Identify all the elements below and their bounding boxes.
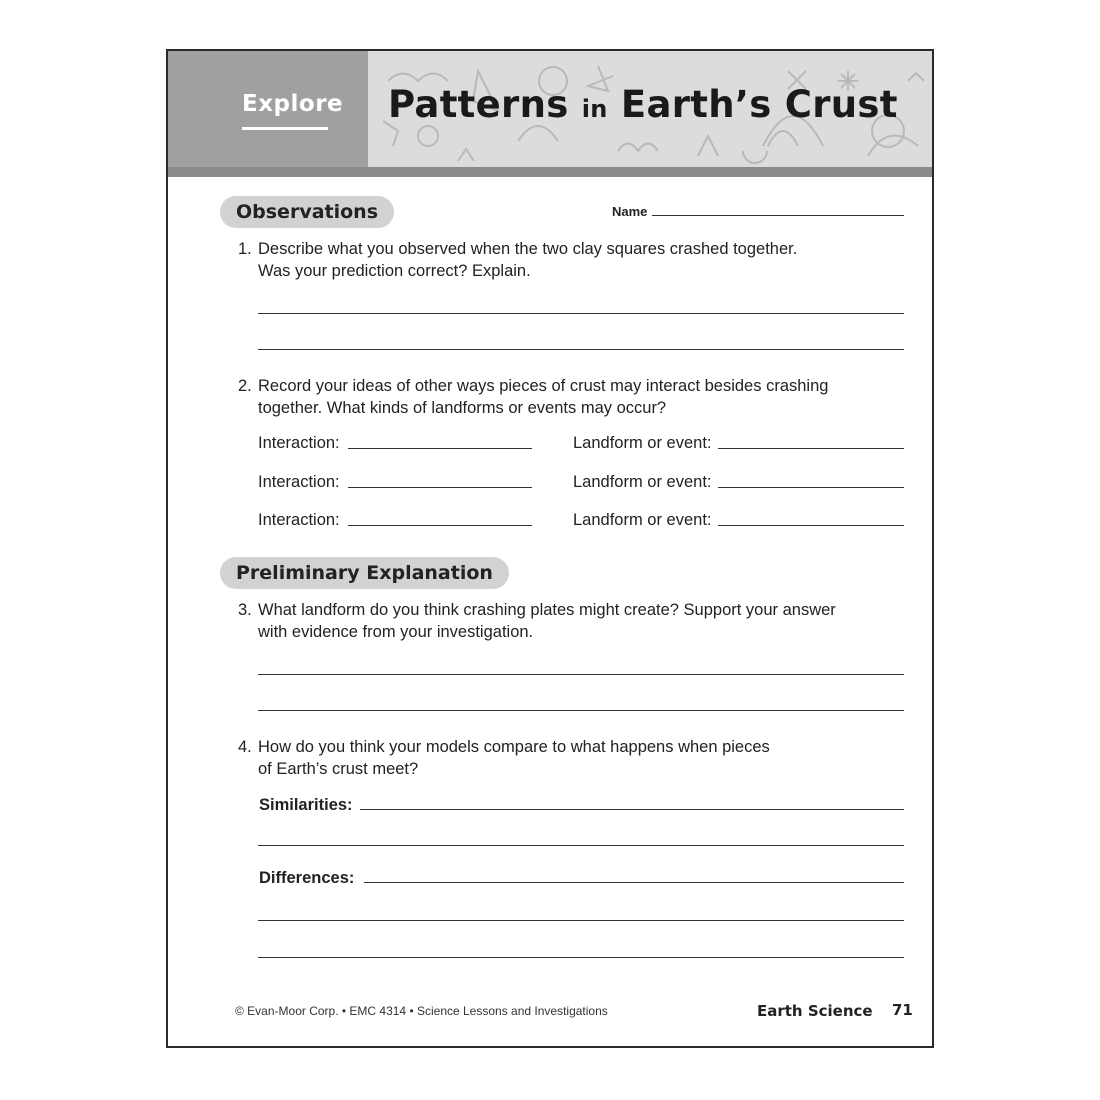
footer-subject: Earth Science [757, 1002, 873, 1020]
explore-label: Explore [242, 91, 344, 117]
landform-label-1: Landform or event: [573, 434, 712, 452]
name-line[interactable] [652, 215, 904, 216]
observations-heading: Observations [220, 196, 394, 228]
interaction-line-1[interactable] [348, 448, 532, 449]
similarities-line-1[interactable] [360, 809, 904, 810]
interaction-line-3[interactable] [348, 525, 532, 526]
interaction-label-2: Interaction: [258, 473, 340, 491]
interaction-line-2[interactable] [348, 487, 532, 488]
differences-label: Differences: [259, 869, 355, 887]
differences-line-1[interactable] [364, 882, 904, 883]
question-2-text-line1: Record your ideas of other ways pieces of crust may interact besides crashing [258, 377, 829, 395]
title-small-word: in [581, 95, 608, 123]
question-3-text-line2: with evidence from your investigation. [258, 623, 534, 641]
question-2-number: 2. [238, 377, 252, 395]
title-part2: Earth’s Crust [607, 83, 898, 126]
footer-copyright: © Evan-Moor Corp. • EMC 4314 • Science Lessons and Investigations [235, 1004, 608, 1018]
question-1-text-line2: Was your prediction correct? Explain. [258, 262, 531, 280]
title-part1: Patterns [388, 83, 582, 126]
page-title [388, 83, 898, 126]
differences-line-2[interactable] [258, 920, 904, 921]
name-label: Name [612, 204, 648, 219]
question-4-number: 4. [238, 738, 252, 756]
worksheet-page [166, 49, 934, 1048]
answer-line-1a[interactable] [258, 313, 904, 314]
landform-line-3[interactable] [718, 525, 904, 526]
differences-line-3[interactable] [258, 957, 904, 958]
landform-label-3: Landform or event: [573, 511, 712, 529]
explore-underline [242, 127, 328, 130]
question-1-text-line1: Describe what you observed when the two clay squares crashed together. [258, 240, 798, 258]
footer-page-number: 71 [892, 1001, 913, 1019]
question-3-number: 3. [238, 601, 252, 619]
question-4-text-line2: of Earth’s crust meet? [258, 760, 419, 778]
landform-label-2: Landform or event: [573, 473, 712, 491]
landform-line-2[interactable] [718, 487, 904, 488]
question-4-text-line1: How do you think your models compare to what happens when pieces [258, 738, 770, 756]
answer-line-1b[interactable] [258, 349, 904, 350]
header-band [168, 167, 932, 177]
question-1-number: 1. [238, 240, 252, 258]
similarities-label: Similarities: [259, 796, 353, 814]
interaction-label-3: Interaction: [258, 511, 340, 529]
landform-line-1[interactable] [718, 448, 904, 449]
preliminary-explanation-heading: Preliminary Explanation [220, 557, 509, 589]
answer-line-3a[interactable] [258, 674, 904, 675]
question-2-text-line2: together. What kinds of landforms or events may occur? [258, 399, 667, 417]
question-3-text-line1: What landform do you think crashing plates might create? Support your answer [258, 601, 836, 619]
similarities-line-2[interactable] [258, 845, 904, 846]
interaction-label-1: Interaction: [258, 434, 340, 452]
answer-line-3b[interactable] [258, 710, 904, 711]
page-header [168, 51, 932, 177]
